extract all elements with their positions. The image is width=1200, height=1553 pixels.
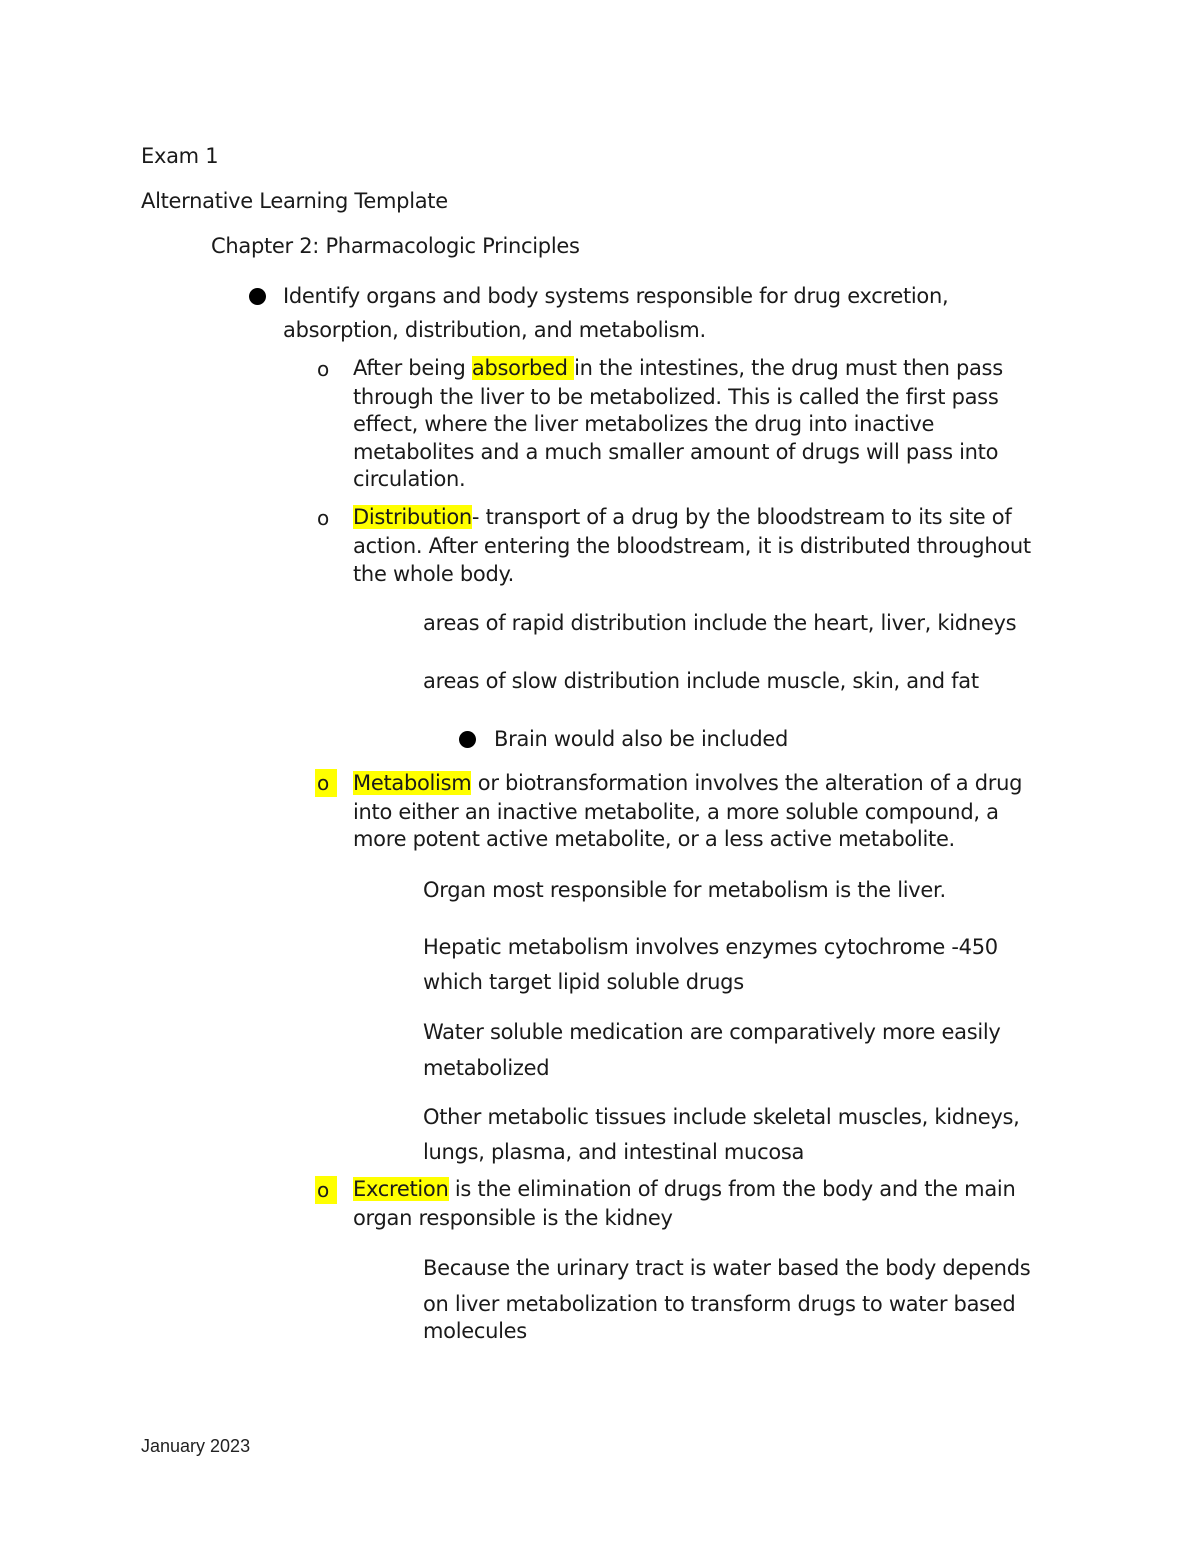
footer-date: January 2023 [141,1436,251,1456]
distribution-brain-note: Brain would also be included [494,727,789,751]
excretion-line-1 [353,1175,1015,1203]
metabolism-note-water-2: metabolized [423,1056,550,1080]
absorption-line-3: effect, where the liver metabolizes the drug into inactive [353,412,935,436]
chapter-heading: Chapter 2: Pharmacologic Principles [211,234,580,258]
metabolism-note-liver: Organ most responsible for metabolism is the liver. [423,878,946,902]
distribution-highlight: Distribution [353,505,472,529]
metabolism-bullet-icon: o [315,769,337,797]
distribution-line-1-post: - transport of a drug by the bloodstream to its site of [471,505,1012,529]
absorption-line-5: circulation. [353,467,466,491]
metabolism-line-2: into either an inactive metabolite, a more soluble compound, a [353,800,999,824]
metabolism-highlight: Metabolism [353,771,472,795]
excretion-line-2: organ responsible is the kidney [353,1206,673,1230]
distribution-note-slow: areas of slow distribution include muscle, skin, and fat [423,669,979,693]
absorption-line-4: metabolites and a much smaller amount of drugs will pass into [353,440,999,464]
metabolism-note-hepatic-1: Hepatic metabolism involves enzymes cytochrome -450 [423,935,998,959]
objective-line-2: absorption, distribution, and metabolism. [283,318,706,342]
absorption-bullet-icon: o [317,357,330,381]
objective-line-1: Identify organs and body systems responsible for drug excretion, [283,284,949,308]
objective-bullet-icon [249,288,266,305]
excretion-bullet-icon: o [315,1176,337,1204]
absorption-line-1-post: in the intestines, the drug must then pass [574,356,1003,380]
distribution-note-rapid: areas of rapid distribution include the heart, liver, kidneys [423,611,1017,635]
metabolism-note-water-1: Water soluble medication are comparatively more easily [423,1020,1001,1044]
distribution-line-3: the whole body. [353,562,515,586]
excretion-line-1-post: is the elimination of drugs from the body and the main [448,1177,1016,1201]
distribution-bullet-icon: o [317,506,330,530]
excretion-note-3: molecules [423,1319,527,1343]
page-title: Exam 1 [141,144,219,168]
metabolism-line-1-post: or biotransformation involves the alteration of a drug [471,771,1023,795]
metabolism-note-hepatic-2: which target lipid soluble drugs [423,970,744,994]
metabolism-note-tissues-2: lungs, plasma, and intestinal mucosa [423,1140,805,1164]
distribution-line-2: action. After entering the bloodstream, it is distributed throughout [353,534,1031,558]
excretion-note-1: Because the urinary tract is water based the body depends [423,1256,1031,1280]
absorption-line-2: through the liver to be metabolized. This is called the first pass [353,385,999,409]
brain-bullet-icon [459,731,476,748]
metabolism-line-3: more potent active metabolite, or a less active metabolite. [353,827,955,851]
page-subtitle: Alternative Learning Template [141,189,448,213]
metabolism-note-tissues-1: Other metabolic tissues include skeletal muscles, kidneys, [423,1105,1020,1129]
absorption-line-1-pre: After being [353,356,472,380]
distribution-line-1 [353,503,1011,531]
excretion-highlight: Excretion [353,1177,449,1201]
excretion-note-2: on liver metabolization to transform drugs to water based [423,1292,1016,1316]
absorbed-highlight: absorbed [471,356,575,380]
metabolism-line-1 [353,769,1022,797]
absorption-line-1 [353,354,1003,382]
